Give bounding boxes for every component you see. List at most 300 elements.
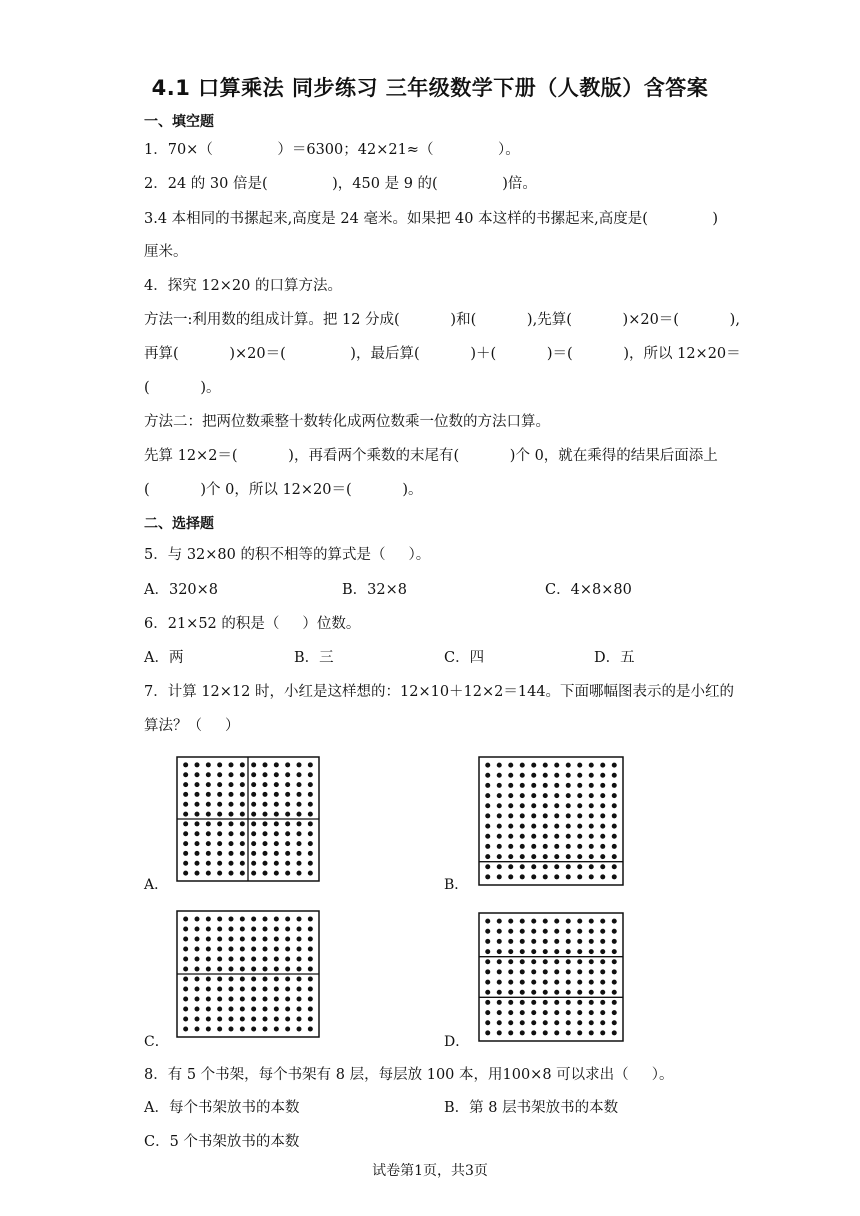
grid-dot (274, 987, 279, 992)
grid-dot (297, 937, 302, 942)
grid-dot (600, 919, 605, 924)
grid-dot (195, 1017, 200, 1022)
grid-dot (183, 937, 188, 942)
grid-dot (600, 783, 605, 788)
grid-dot (308, 967, 313, 972)
grid-dot (297, 821, 302, 826)
grid-dot (274, 821, 279, 826)
grid-dot (263, 1007, 268, 1012)
grid-dot (497, 949, 502, 954)
grid-dot (229, 947, 234, 952)
grid-dot (589, 793, 594, 798)
grid-dot (274, 997, 279, 1002)
grid-dot (577, 919, 582, 924)
grid-dot (600, 929, 605, 934)
q6-option-c: C．四 (444, 650, 485, 666)
grid-dot (183, 987, 188, 992)
grid-dot (297, 861, 302, 866)
grid-dot (589, 783, 594, 788)
grid-dot (497, 990, 502, 995)
grid-dot (508, 969, 513, 974)
grid-dot (251, 821, 256, 826)
grid-dot (554, 939, 559, 944)
grid-dot (274, 762, 279, 767)
grid-dot (183, 841, 188, 846)
grid-dot (508, 864, 513, 869)
question-4: 4．探究 12×20 的口算方法。 (144, 278, 342, 294)
grid-dot (543, 803, 548, 808)
grid-dot (531, 783, 536, 788)
grid-dot (554, 864, 559, 869)
grid-dot (589, 980, 594, 985)
grid-dot (531, 969, 536, 974)
grid-dot (274, 792, 279, 797)
grid-dot (612, 834, 617, 839)
grid-dot (229, 1017, 234, 1022)
grid-dot (497, 763, 502, 768)
figure-label-a: A． (144, 877, 169, 893)
q8-option-b: B．第 8 层书架放书的本数 (444, 1100, 619, 1116)
grid-dot (543, 949, 548, 954)
grid-dot (274, 802, 279, 807)
grid-dot (229, 997, 234, 1002)
grid-dot (297, 851, 302, 856)
grid-dot (229, 812, 234, 817)
grid-dot (566, 919, 571, 924)
grid-dot (206, 957, 211, 962)
grid-dot (554, 834, 559, 839)
grid-dot (566, 1000, 571, 1005)
grid-dot (520, 1000, 525, 1005)
dot-grid-b (478, 756, 624, 886)
grid-dot (485, 1020, 490, 1025)
grid-dot (195, 1007, 200, 1012)
grid-dot (566, 1030, 571, 1035)
grid-dot (240, 937, 245, 942)
grid-dot (600, 1020, 605, 1025)
grid-dot (554, 1020, 559, 1025)
dot-grid-d (478, 912, 624, 1042)
grid-dot (612, 929, 617, 934)
grid-dot (274, 841, 279, 846)
grid-dot (520, 969, 525, 974)
grid-dot (589, 949, 594, 954)
grid-dot (206, 782, 211, 787)
grid-dot (543, 1030, 548, 1035)
grid-dot (589, 1000, 594, 1005)
grid-dot (577, 783, 582, 788)
grid-dot (195, 831, 200, 836)
grid-dot (206, 831, 211, 836)
grid-dot (508, 824, 513, 829)
grid-dot (308, 871, 313, 876)
grid-dot (543, 824, 548, 829)
grid-dot (520, 1030, 525, 1035)
grid-dot (566, 783, 571, 788)
grid-dot (297, 841, 302, 846)
grid-dot (217, 917, 222, 922)
grid-dot (229, 861, 234, 866)
grid-dot (497, 793, 502, 798)
grid-dot (543, 959, 548, 964)
question-4-method-1-line-3: ( )。 (144, 380, 221, 396)
grid-dot (308, 821, 313, 826)
grid-dot (285, 937, 290, 942)
grid-dot (566, 1020, 571, 1025)
grid-dot (508, 919, 513, 924)
grid-dot (195, 792, 200, 797)
grid-dot (577, 874, 582, 879)
grid-dot (240, 861, 245, 866)
grid-dot (195, 802, 200, 807)
grid-dot (577, 1000, 582, 1005)
grid-dot (274, 772, 279, 777)
grid-dot (217, 851, 222, 856)
grid-dot (195, 967, 200, 972)
grid-dot (308, 831, 313, 836)
grid-dot (195, 957, 200, 962)
grid-dot (240, 792, 245, 797)
grid-dot (206, 997, 211, 1002)
grid-dot (543, 1020, 548, 1025)
grid-dot (251, 1017, 256, 1022)
grid-dot (520, 874, 525, 879)
grid-dot (589, 834, 594, 839)
grid-dot (566, 824, 571, 829)
grid-dot (485, 1010, 490, 1015)
grid-dot (589, 1010, 594, 1015)
grid-dot (195, 762, 200, 767)
grid-dot (543, 1000, 548, 1005)
grid-dot (297, 792, 302, 797)
grid-dot (240, 821, 245, 826)
figure-label-b: B． (444, 877, 469, 893)
grid-dot (577, 929, 582, 934)
grid-dot (566, 773, 571, 778)
grid-dot (285, 987, 290, 992)
grid-dot (508, 980, 513, 985)
grid-dot (612, 874, 617, 879)
grid-dot (285, 917, 290, 922)
grid-dot (206, 861, 211, 866)
question-1: 1．70×（ ）＝6300；42×21≈（ ）。 (144, 142, 520, 158)
grid-dot (600, 824, 605, 829)
question-6: 6．21×52 的积是（ ）位数。 (144, 616, 361, 632)
grid-dot (485, 803, 490, 808)
grid-dot (589, 1020, 594, 1025)
grid-dot (497, 1000, 502, 1005)
grid-dot (183, 997, 188, 1002)
grid-dot (612, 980, 617, 985)
grid-dot (285, 841, 290, 846)
grid-dot (577, 793, 582, 798)
grid-dot (217, 772, 222, 777)
grid-dot (285, 821, 290, 826)
grid-dot (497, 1010, 502, 1015)
grid-dot (485, 773, 490, 778)
grid-dot (308, 1017, 313, 1022)
grid-dot (600, 1030, 605, 1035)
grid-dot (543, 793, 548, 798)
grid-dot (251, 1027, 256, 1032)
grid-dot (297, 1017, 302, 1022)
grid-dot (589, 763, 594, 768)
grid-dot (600, 864, 605, 869)
grid-dot (285, 977, 290, 982)
grid-dot (251, 841, 256, 846)
grid-dot (195, 782, 200, 787)
grid-dot (217, 957, 222, 962)
question-4-method-2: 方法二：把两位数乘整十数转化成两位数乘一位数的方法口算。 (144, 414, 550, 430)
grid-dot (195, 1027, 200, 1032)
grid-dot (508, 939, 513, 944)
grid-dot (263, 997, 268, 1002)
grid-dot (612, 854, 617, 859)
grid-dot (240, 1017, 245, 1022)
grid-dot (566, 844, 571, 849)
grid-dot (566, 929, 571, 934)
grid-dot (240, 917, 245, 922)
grid-dot (195, 821, 200, 826)
grid-dot (520, 939, 525, 944)
grid-dot (566, 949, 571, 954)
grid-dot (217, 947, 222, 952)
grid-dot (240, 812, 245, 817)
grid-dot (251, 802, 256, 807)
grid-dot (577, 939, 582, 944)
grid-dot (285, 812, 290, 817)
grid-dot (285, 851, 290, 856)
grid-dot (183, 927, 188, 932)
grid-dot (297, 977, 302, 982)
grid-dot (251, 782, 256, 787)
question-5: 5．与 32×80 的积不相等的算式是（ ）。 (144, 547, 431, 563)
grid-dot (308, 957, 313, 962)
grid-dot (183, 812, 188, 817)
grid-dot (206, 772, 211, 777)
grid-dot (508, 1030, 513, 1035)
grid-dot (183, 957, 188, 962)
grid-dot (485, 813, 490, 818)
grid-dot (229, 762, 234, 767)
grid-dot (497, 824, 502, 829)
grid-dot (566, 763, 571, 768)
grid-dot (520, 1010, 525, 1015)
grid-dot (195, 947, 200, 952)
grid-dot (577, 864, 582, 869)
question-7-line-2: 算法？（ ） (144, 718, 240, 734)
grid-dot (297, 871, 302, 876)
grid-dot (229, 792, 234, 797)
grid-dot (508, 874, 513, 879)
grid-dot (508, 783, 513, 788)
dot-grid-c (176, 910, 320, 1038)
grid-dot (554, 990, 559, 995)
dot-grid-a (176, 756, 320, 882)
grid-dot (263, 947, 268, 952)
grid-dot (308, 772, 313, 777)
grid-dot (485, 990, 490, 995)
grid-dot (566, 834, 571, 839)
grid-dot (497, 783, 502, 788)
grid-dot (543, 834, 548, 839)
grid-dot (531, 793, 536, 798)
grid-dot (508, 1020, 513, 1025)
grid-dot (183, 831, 188, 836)
grid-dot (508, 990, 513, 995)
grid-dot (274, 917, 279, 922)
grid-dot (554, 959, 559, 964)
grid-dot (183, 821, 188, 826)
grid-dot (195, 841, 200, 846)
grid-dot (308, 917, 313, 922)
grid-dot (251, 957, 256, 962)
grid-dot (612, 783, 617, 788)
grid-dot (531, 763, 536, 768)
grid-dot (217, 821, 222, 826)
grid-dot (217, 762, 222, 767)
grid-dot (600, 969, 605, 974)
grid-dot (274, 851, 279, 856)
grid-dot (285, 871, 290, 876)
grid-dot (600, 959, 605, 964)
page-title: 4.1 口算乘法 同步练习 三年级数学下册（人教版）含答案 (151, 76, 709, 100)
grid-dot (183, 967, 188, 972)
grid-dot (183, 762, 188, 767)
grid-dot (217, 997, 222, 1002)
grid-dot (485, 929, 490, 934)
grid-dot (543, 1010, 548, 1015)
grid-dot (240, 957, 245, 962)
grid-dot (554, 919, 559, 924)
grid-dot (531, 803, 536, 808)
grid-dot (229, 841, 234, 846)
question-3-line-2: 厘米。 (144, 244, 188, 260)
grid-dot (217, 1017, 222, 1022)
grid-dot (485, 959, 490, 964)
grid-dot (183, 782, 188, 787)
grid-dot (554, 969, 559, 974)
grid-dot (217, 927, 222, 932)
grid-dot (217, 861, 222, 866)
grid-dot (274, 977, 279, 982)
grid-dot (297, 782, 302, 787)
grid-dot (520, 773, 525, 778)
grid-dot (589, 959, 594, 964)
grid-dot (531, 864, 536, 869)
grid-dot (274, 947, 279, 952)
grid-dot (554, 1000, 559, 1005)
grid-dot (251, 831, 256, 836)
grid-dot (285, 1027, 290, 1032)
grid-dot (497, 834, 502, 839)
grid-dot (263, 977, 268, 982)
grid-dot (285, 772, 290, 777)
grid-dot (251, 987, 256, 992)
grid-dot (520, 844, 525, 849)
grid-dot (577, 990, 582, 995)
grid-dot (577, 980, 582, 985)
grid-dot (497, 864, 502, 869)
question-4-method-2-line-1: 先算 12×2＝( )，再看两个乘数的末尾有( )个 0，就在乘得的结果后面添上 (144, 448, 718, 464)
grid-dot (520, 919, 525, 924)
grid-dot (229, 987, 234, 992)
grid-dot (600, 813, 605, 818)
grid-dot (497, 813, 502, 818)
grid-dot (577, 854, 582, 859)
grid-dot (543, 990, 548, 995)
grid-dot (577, 824, 582, 829)
grid-dot (566, 939, 571, 944)
grid-dot (263, 861, 268, 866)
grid-dot (308, 812, 313, 817)
grid-dot (217, 792, 222, 797)
grid-dot (497, 874, 502, 879)
grid-dot (251, 772, 256, 777)
q8-option-c: C．5 个书架放书的本数 (144, 1134, 300, 1150)
q6-option-d: D．五 (594, 650, 635, 666)
grid-dot (251, 871, 256, 876)
grid-dot (206, 937, 211, 942)
grid-dot (589, 969, 594, 974)
grid-dot (543, 874, 548, 879)
grid-dot (566, 803, 571, 808)
grid-dot (229, 871, 234, 876)
grid-dot (566, 1010, 571, 1015)
grid-dot (589, 844, 594, 849)
grid-dot (183, 871, 188, 876)
section-choice: 二、选择题 (144, 516, 214, 532)
grid-dot (612, 990, 617, 995)
q6-option-b: B．三 (294, 650, 334, 666)
grid-dot (520, 1020, 525, 1025)
grid-dot (297, 772, 302, 777)
grid-dot (508, 803, 513, 808)
grid-dot (308, 1007, 313, 1012)
grid-dot (229, 782, 234, 787)
grid-dot (240, 967, 245, 972)
question-7-line-1: 7．计算 12×12 时，小红是这样想的：12×10＋12×2＝144。下面哪幅图表示的是小红的 (144, 684, 735, 700)
grid-dot (612, 844, 617, 849)
grid-dot (240, 831, 245, 836)
grid-dot (612, 1000, 617, 1005)
grid-dot (229, 821, 234, 826)
grid-dot (263, 937, 268, 942)
grid-dot (497, 1020, 502, 1025)
figure-label-c: C． (144, 1034, 169, 1050)
grid-dot (485, 824, 490, 829)
grid-dot (229, 927, 234, 932)
grid-dot (183, 977, 188, 982)
grid-dot (206, 967, 211, 972)
grid-dot (308, 987, 313, 992)
q5-option-c: C．4×8×80 (545, 582, 632, 598)
grid-dot (600, 949, 605, 954)
grid-dot (543, 844, 548, 849)
grid-dot (497, 969, 502, 974)
grid-dot (308, 947, 313, 952)
grid-dot (183, 861, 188, 866)
grid-dot (195, 812, 200, 817)
grid-dot (195, 772, 200, 777)
grid-dot (263, 851, 268, 856)
grid-dot (206, 762, 211, 767)
grid-dot (497, 803, 502, 808)
grid-dot (612, 864, 617, 869)
grid-dot (589, 929, 594, 934)
grid-dot (531, 844, 536, 849)
grid-dot (251, 762, 256, 767)
